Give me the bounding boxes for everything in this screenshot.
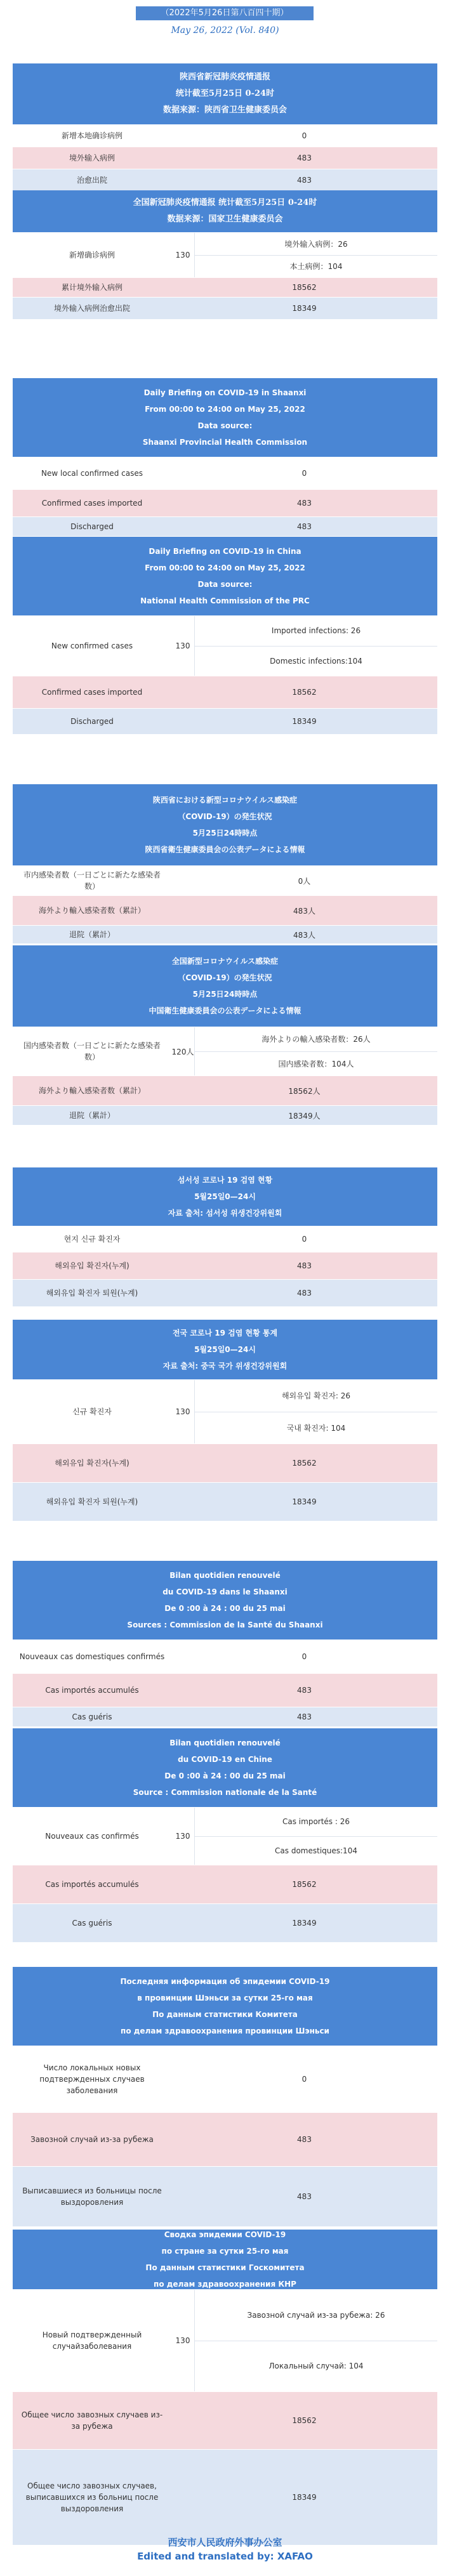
row-value: 0人 — [298, 876, 311, 886]
stat-row — [13, 1673, 437, 1707]
footer-credit: Edited and translated by: XAFAO — [137, 2551, 313, 2562]
breakdown-imported: 海外よりの輸入感染者数：26人 — [194, 1027, 437, 1051]
row-value: 18562 — [292, 1459, 317, 1468]
header-line: De 0 :00 à 24 : 00 du 25 mai — [164, 1771, 286, 1780]
header-line: Sources : Commission de la Santé du Shaanxi — [127, 1620, 323, 1629]
section-header — [13, 190, 437, 232]
new-total: 130 — [171, 233, 194, 277]
row-value: 483 — [297, 1712, 312, 1721]
row-value: 18349 — [292, 2493, 317, 2502]
stat-row — [13, 676, 437, 708]
row-label: 해외유입 확진자(누계) — [55, 1261, 129, 1270]
header-line: du COVID-19 dans le Shaanxi — [162, 1587, 288, 1596]
footer-org: 西安市人民政府外事办公室 — [168, 2537, 282, 2548]
row-label: Discharged — [70, 717, 114, 726]
stat-row — [13, 1640, 437, 1673]
row-label: 退院（累計） — [69, 1111, 115, 1120]
row-value: 0 — [301, 1235, 307, 1244]
stat-row — [13, 169, 437, 191]
stat-row — [13, 2166, 437, 2226]
header-line: Daily Briefing on COVID-19 in China — [149, 547, 301, 556]
row-label: Число локальных новых подтвержденных случаев заболевания — [39, 2063, 145, 2095]
row-label: 新增本地确诊病例 — [61, 131, 122, 140]
stat-row — [13, 2391, 437, 2449]
stat-row — [13, 1707, 437, 1726]
row-label: 海外より輸入感染者数（累計） — [38, 906, 145, 915]
row-value: 483 — [297, 176, 312, 185]
header-line: 자료 출처: 중국 국가 위생건강위원회 — [162, 1362, 288, 1370]
stat-row — [13, 516, 437, 536]
row-value: 18349 — [292, 1497, 317, 1506]
en-national-briefing — [13, 537, 437, 734]
header-line: 统计截至5月25日 0-24时 — [175, 89, 275, 98]
row-label: Общее число завозных случаев, выписавшихся из больниц после выздоровления — [25, 2481, 159, 2513]
section-header — [13, 1728, 437, 1807]
row-label: 国内感染者数（一日ごとに新たな感染者数） — [23, 1041, 161, 1061]
stat-row — [13, 2112, 437, 2166]
header-line: 陝西省における新型コロナウイルス感染症 — [152, 796, 298, 805]
row-label: 해외유입 확진자(누계) — [55, 1459, 129, 1468]
header-line: Последняя информация об эпидемии COVID-19 — [120, 1977, 330, 1986]
row-value: 0 — [301, 469, 307, 478]
section-header — [13, 1561, 437, 1640]
new-breakdown — [194, 616, 437, 676]
breakdown-local: Cas domestiques:104 — [194, 1836, 437, 1865]
row-label: 해외유입 확진자 퇴원(누계) — [46, 1289, 138, 1298]
breakdown-local: 本土病例：104 — [194, 255, 437, 278]
header-line: Data source: — [197, 580, 253, 589]
row-label: 境外输入病例 — [69, 154, 115, 162]
section-header — [13, 1167, 437, 1226]
header-line: 全国新冠肺炎疫情通报 统计截至5月25日 0-24时 — [133, 198, 317, 207]
row-label: 신규 확진자 — [72, 1407, 112, 1416]
new-cases-row — [13, 1027, 437, 1075]
stat-row — [13, 147, 437, 169]
en-shaanxi-briefing — [13, 378, 437, 536]
stat-row — [13, 895, 437, 925]
new-breakdown — [194, 233, 437, 277]
row-value: 18562 — [292, 1880, 317, 1889]
new-breakdown — [194, 1027, 437, 1075]
header-line: 5月25日24時時点 — [192, 990, 258, 999]
row-value: 483 — [297, 2192, 312, 2201]
header-line: 자료 출처: 섬서성 위생건강위원회 — [168, 1209, 282, 1218]
ru-shaanxi-briefing — [13, 1967, 437, 2226]
header-line: 5月25日24時時点 — [192, 829, 258, 838]
new-cases-row — [13, 232, 437, 277]
stat-row — [13, 489, 437, 516]
row-label: 累计境外输入病例 — [61, 283, 122, 292]
row-label: Cas guéris — [72, 1712, 112, 1721]
new-total: 130 — [171, 2290, 194, 2391]
row-label: 해외유입 확진자 퇴원(누계) — [46, 1497, 138, 1506]
new-total: 120人 — [171, 1027, 194, 1075]
header-line: 5월25일0—24시 — [194, 1192, 256, 1201]
new-total: 130 — [171, 1808, 194, 1865]
header-line: Bilan quotidien renouvelé — [169, 1571, 281, 1580]
footer — [0, 2535, 450, 2563]
stat-row — [13, 2449, 437, 2545]
header-line: Сводка эпидемии COVID-19 — [164, 2230, 286, 2239]
new-cases-row — [13, 615, 437, 676]
header-line: （COVID-19）の発生状況 — [178, 973, 272, 982]
stat-row — [13, 277, 437, 297]
row-value: 483 — [297, 1289, 312, 1298]
header-line: По данным статистики Комитета — [152, 2010, 298, 2019]
stat-row — [13, 124, 437, 147]
fr-shaanxi-briefing — [13, 1561, 437, 1726]
header-line: по делам здравоохранения провинции Шэньси — [121, 2027, 329, 2035]
stat-row — [13, 297, 437, 319]
row-label: 退院（累計） — [69, 930, 115, 939]
row-value: 18349 — [292, 717, 317, 726]
breakdown-imported: Imported infections: 26 — [194, 616, 437, 646]
new-breakdown — [194, 1808, 437, 1865]
ko-national-briefing — [13, 1320, 437, 1521]
section-header — [13, 537, 437, 615]
ja-shaanxi-briefing — [13, 784, 437, 943]
header-line: From 00:00 to 24:00 on May 25, 2022 — [145, 563, 305, 572]
breakdown-imported: 境外输入病例：26 — [194, 233, 437, 255]
header-line: 中国衛生健康委員会の公表データによる情報 — [149, 1006, 301, 1015]
breakdown-local: 국내 확진자: 104 — [194, 1412, 437, 1444]
section-header — [13, 1967, 437, 2046]
new-total: 130 — [171, 1380, 194, 1443]
issue-date: May 26, 2022 (Vol. 840) — [171, 25, 279, 36]
stat-row — [13, 457, 437, 489]
breakdown-imported: Cas importés : 26 — [194, 1808, 437, 1836]
stat-row — [13, 1443, 437, 1482]
row-label: Завозной случай из-за рубежа — [30, 2135, 154, 2144]
row-label: Cas guéris — [72, 1919, 112, 1928]
row-value: 483 — [297, 2135, 312, 2144]
section-header — [13, 378, 437, 457]
row-value: 18562人 — [288, 1086, 321, 1096]
new-breakdown — [194, 1380, 437, 1443]
header-line: 陝西省衛生健康委員会の公表データによる情報 — [145, 845, 305, 854]
header-line: 数据来源：国家卫生健康委员会 — [167, 214, 283, 224]
header-line: From 00:00 to 24:00 on May 25, 2022 — [145, 405, 305, 414]
row-value: 483 — [297, 1261, 312, 1270]
row-label: 현지 신규 확진자 — [63, 1235, 121, 1244]
row-label: Nouveaux cas domestiques confirmés — [19, 1652, 165, 1661]
new-cases-row — [13, 1379, 437, 1443]
row-value: 18562 — [292, 688, 317, 697]
row-value: 0 — [301, 1652, 307, 1661]
header-line: по стране за сутки 25-го мая — [161, 2247, 289, 2256]
breakdown-imported: Завозной случай из-за рубежа: 26 — [194, 2290, 437, 2341]
row-value: 483 — [297, 522, 312, 531]
stat-row — [13, 865, 437, 895]
breakdown-local: Локальный случай: 104 — [194, 2341, 437, 2392]
stat-row — [13, 1865, 437, 1903]
header-line: du COVID-19 en Chine — [178, 1755, 272, 1764]
stat-row — [13, 1105, 437, 1125]
stat-row — [13, 708, 437, 734]
row-value: 483人 — [293, 906, 315, 916]
row-value: 18562 — [292, 2416, 317, 2425]
row-label: Confirmed cases imported — [41, 499, 143, 508]
row-value: 18562 — [292, 283, 317, 292]
row-value: 18349人 — [288, 1111, 321, 1120]
section-header — [13, 2230, 437, 2289]
stat-row — [13, 1075, 437, 1105]
row-value: 483人 — [293, 930, 315, 940]
fr-national-briefing — [13, 1728, 437, 1942]
row-value: 0 — [301, 2075, 307, 2084]
header-line: 全国新型コロナウイルス感染症 — [171, 957, 279, 966]
row-value: 18349 — [292, 1919, 317, 1928]
row-label: 市内感染者数（一日ごとに新たな感染者数） — [23, 871, 161, 891]
new-cases-row — [13, 1807, 437, 1865]
header-line: National Health Commission of the PRC — [140, 596, 310, 605]
row-label: Выписавшиеся из больницы после выздоровления — [22, 2186, 162, 2207]
new-cases-row — [13, 2289, 437, 2391]
cn-national-briefing — [13, 190, 437, 319]
stat-row — [13, 925, 437, 943]
row-label: New local confirmed cases — [41, 469, 143, 478]
header-line: 전국 코로나 19 검염 현황 통계 — [172, 1329, 278, 1337]
header-line: 数据来源：陕西省卫生健康委员会 — [162, 105, 287, 115]
stat-row — [13, 1279, 437, 1306]
header-line: Source : Commission nationale de la Santé — [133, 1788, 317, 1797]
ru-national-briefing — [13, 2230, 437, 2545]
stat-row — [13, 1903, 437, 1942]
ko-shaanxi-briefing — [13, 1167, 437, 1306]
stat-row — [13, 2046, 437, 2112]
section-header — [13, 63, 437, 124]
header-line: Shaanxi Provincial Health Commission — [142, 438, 308, 447]
ja-national-briefing — [13, 945, 437, 1125]
header-line: 陕西省新冠肺炎疫情通报 — [179, 72, 270, 82]
row-label: Nouveaux cas confirmés — [45, 1832, 139, 1841]
header-line: 섬서성 코로나 19 검염 현황 — [177, 1176, 273, 1185]
header-line: （COVID-19）の発生状況 — [178, 812, 272, 821]
new-breakdown — [194, 2290, 437, 2391]
header-line: По данным статистики Госкомитета — [145, 2263, 305, 2272]
row-label: Confirmed cases imported — [41, 688, 143, 697]
row-label: 新增确诊病例 — [69, 251, 115, 260]
row-value: 483 — [297, 154, 312, 162]
stat-row — [13, 1252, 437, 1279]
row-label: 海外より輸入感染者数（累計） — [38, 1086, 145, 1095]
new-total: 130 — [171, 616, 194, 676]
row-label: 境外输入病例治愈出院 — [53, 304, 130, 313]
header-line: Bilan quotidien renouvelé — [169, 1738, 281, 1747]
header-line: в провинции Шэньси за сутки 25-го мая — [137, 1994, 313, 2002]
row-value: 18349 — [292, 304, 317, 313]
row-label: 治愈出院 — [76, 176, 107, 185]
breakdown-local: Domestic infections:104 — [194, 646, 437, 676]
cn-shaanxi-briefing — [13, 63, 437, 191]
stat-row — [13, 1226, 437, 1252]
issue-banner: （2022年5月26日第八百四十期） — [136, 6, 314, 20]
stat-row — [13, 1482, 437, 1521]
section-header — [13, 1320, 437, 1379]
section-header — [13, 945, 437, 1027]
header-line: Data source: — [197, 421, 253, 430]
row-label: Cas importés accumulés — [45, 1686, 139, 1695]
section-header — [13, 784, 437, 865]
header-line: Daily Briefing on COVID-19 in Shaanxi — [143, 388, 307, 397]
row-label: New confirmed cases — [51, 641, 133, 650]
header-line: по делам здравоохранения КНР — [154, 2280, 296, 2289]
breakdown-imported: 해외유입 확진자: 26 — [194, 1380, 437, 1412]
row-label: Общее число завозных случаев из-за рубежа — [21, 2410, 163, 2431]
row-value: 483 — [297, 1686, 312, 1695]
row-label: Cas importés accumulés — [45, 1880, 139, 1889]
row-value: 483 — [297, 499, 312, 508]
breakdown-local: 国内感染者数：104人 — [194, 1051, 437, 1076]
header-line: 5월25일0—24시 — [194, 1345, 256, 1354]
header-line: De 0 :00 à 24 : 00 du 25 mai — [164, 1604, 286, 1613]
row-value: 0 — [301, 131, 307, 140]
row-label: Discharged — [70, 522, 114, 531]
row-label: Новый подтвержденный случайзаболевания — [42, 2330, 142, 2351]
